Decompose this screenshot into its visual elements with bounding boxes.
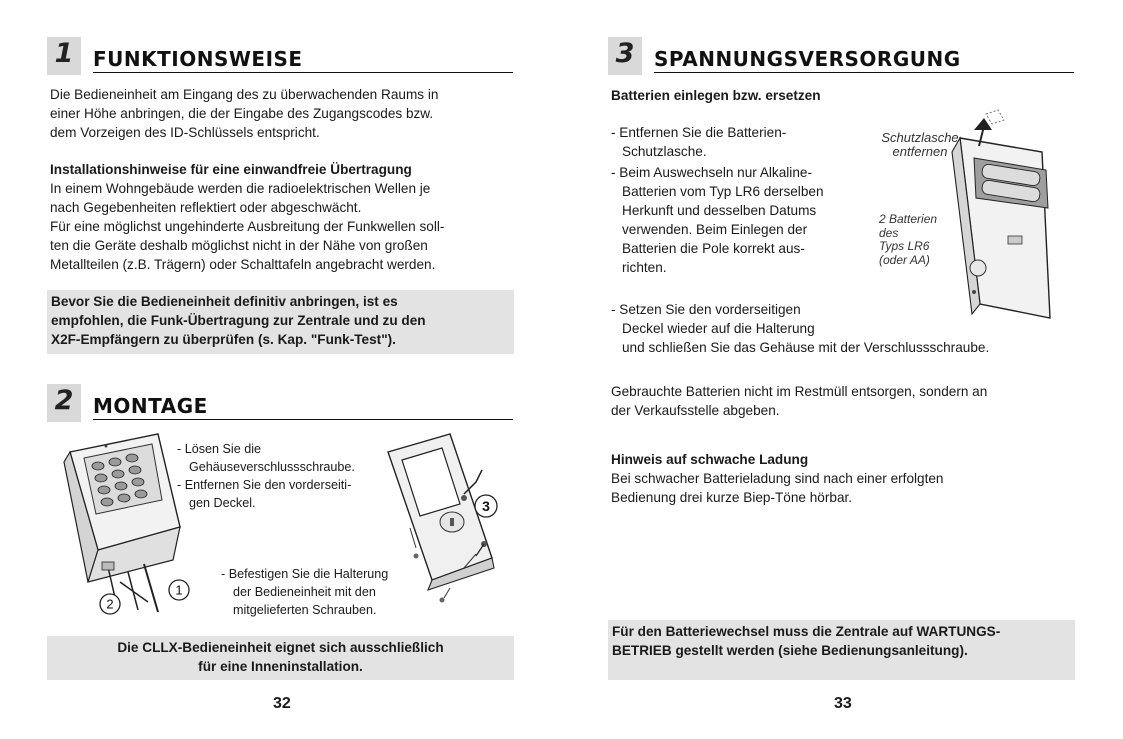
caption-line: des — [879, 225, 899, 240]
low-battery-line: Bedienung drei kurze Biep-Töne hörbar. — [611, 490, 853, 505]
montage-step-a — [177, 440, 355, 512]
bullet-line: Herkunft und desselben Datums — [622, 203, 817, 218]
section-1-header — [47, 37, 513, 79]
caption-line: (oder AA) — [879, 252, 930, 267]
bullet-line: - Beim Auswechseln nur Alkaline- — [611, 165, 812, 180]
step-a-line: - Entfernen Sie den vorderseiti- — [177, 478, 352, 492]
callout-2-marker — [98, 592, 122, 616]
bullet-line: - Entfernen Sie die Batterien- — [611, 125, 787, 140]
bullet-line: Batterien die Pole korrekt aus- — [622, 241, 805, 256]
callout-1-marker — [167, 578, 191, 602]
disposal-line: der Verkaufsstelle abgeben. — [611, 403, 780, 418]
caption-batteries — [879, 213, 937, 267]
callout-2: 2 — [106, 596, 114, 612]
section-1-rule — [93, 72, 513, 73]
note-line: Für den Batteriewechsel muss die Zentrale auf WARTUNGS- — [612, 624, 1001, 639]
callout-1: 1 — [175, 582, 183, 598]
bullet-line: Schutzlasche. — [622, 144, 707, 159]
indoor-only-note — [47, 636, 514, 680]
section-2-rule — [93, 419, 513, 420]
install-line: In einem Wohngebäude werden die radioelektrischen Wellen je — [50, 181, 431, 196]
caption-line: Typs LR6 — [879, 239, 930, 253]
bullet-line: - Setzen Sie den vorderseitigen — [611, 302, 801, 317]
maintenance-mode-note — [608, 620, 1075, 680]
low-battery-heading: Hinweis auf schwache Ladung — [611, 452, 809, 467]
note-line: für eine Inneninstallation. — [198, 659, 363, 674]
install-heading: Installationshinweise für eine einwandfreie Übertragung — [50, 162, 412, 177]
section-2-number: 2 — [47, 384, 81, 422]
step-b-line: mitgelieferten Schrauben. — [233, 603, 377, 617]
battery-subheading: Batterien einlegen bzw. ersetzen — [611, 88, 821, 103]
intro-line: einer Höhe anbringen, die der Eingabe des Zugangscodes bzw. — [50, 106, 434, 121]
note-line: Die CLLX-Bedieneinheit eignet sich ausschließlich — [117, 640, 444, 655]
montage-step-b — [221, 565, 388, 619]
page-number-left: 32 — [273, 695, 291, 712]
caption-remove-tab — [872, 131, 968, 159]
section-3-number: 3 — [608, 37, 642, 75]
radio-test-note — [47, 290, 514, 354]
note-line: BETRIEB gestellt werden (siehe Bedienungsanleitung). — [612, 643, 968, 658]
section-3-header — [608, 37, 1074, 79]
step-b-line: der Bedieneinheit mit den — [233, 585, 376, 599]
caption-line: 2 Batterien — [879, 212, 938, 226]
callout-3: 3 — [482, 498, 490, 514]
section-1-number: 1 — [47, 37, 81, 75]
callout-3-marker — [473, 493, 499, 519]
intro-line: dem Vorzeigen des ID-Schlüssels entspricht. — [50, 125, 320, 140]
page-number-right: 33 — [834, 695, 852, 712]
bullet-line: und schließen Sie das Gehäuse mit der Verschlussschraube. — [622, 340, 990, 355]
caption-line: entfernen — [892, 144, 948, 159]
bullet-line: Batterien vom Typ LR6 derselben — [622, 184, 824, 199]
disposal-line: Gebrauchte Batterien nicht im Restmüll entsorgen, sondern an — [611, 384, 988, 399]
section-1-intro — [50, 85, 438, 142]
section-2-header — [47, 384, 513, 426]
low-battery-hint — [611, 450, 944, 507]
low-battery-line: Bei schwacher Batterieladung sind nach einer erfolgten — [611, 471, 944, 486]
bullet-line: Deckel wieder auf die Halterung — [622, 321, 815, 336]
install-line: Für eine möglichst ungehinderte Ausbreitung der Funkwellen soll- — [50, 219, 445, 234]
bullet-line: verwenden. Beim Einlegen der — [622, 222, 808, 237]
step-a-line: - Lösen Sie die — [177, 442, 262, 456]
note-line: empfohlen, die Funk-Übertragung zur Zentrale und zu den — [51, 313, 426, 328]
intro-line: Die Bedieneinheit am Eingang des zu überwachenden Raums in — [50, 87, 439, 102]
install-hints — [50, 160, 444, 274]
caption-line: Schutzlasche — [881, 130, 959, 145]
section-3-rule — [654, 72, 1074, 73]
battery-bullet-2 — [611, 163, 824, 277]
step-a-line: gen Deckel. — [189, 496, 256, 510]
note-line: Bevor Sie die Bedieneinheit definitiv anbringen, ist es — [51, 294, 398, 309]
section-3-title: SPANNUNGSVERSORGUNG — [654, 47, 961, 71]
note-line: X2F-Empfängern zu überprüfen (s. Kap. "Funk-Test"). — [51, 332, 396, 347]
step-a-line: Gehäuseverschlussschraube. — [189, 460, 355, 474]
step-b-line: - Befestigen Sie die Halterung — [221, 567, 389, 581]
install-line: Metallteilen (z.B. Trägern) oder Schalttafeln angebracht werden. — [50, 257, 436, 272]
section-2-title: MONTAGE — [93, 394, 208, 418]
battery-bullet-1 — [611, 123, 786, 161]
disposal-text — [611, 382, 987, 420]
install-line: ten die Geräte deshalb möglichst nicht in der Nähe von großen — [50, 238, 428, 253]
battery-bullet-3 — [611, 300, 989, 357]
install-line: nach Gegebenheiten reflektiert oder abgeschwächt. — [50, 200, 362, 215]
section-1-title: FUNKTIONSWEISE — [93, 47, 303, 71]
bullet-line: richten. — [622, 260, 667, 275]
